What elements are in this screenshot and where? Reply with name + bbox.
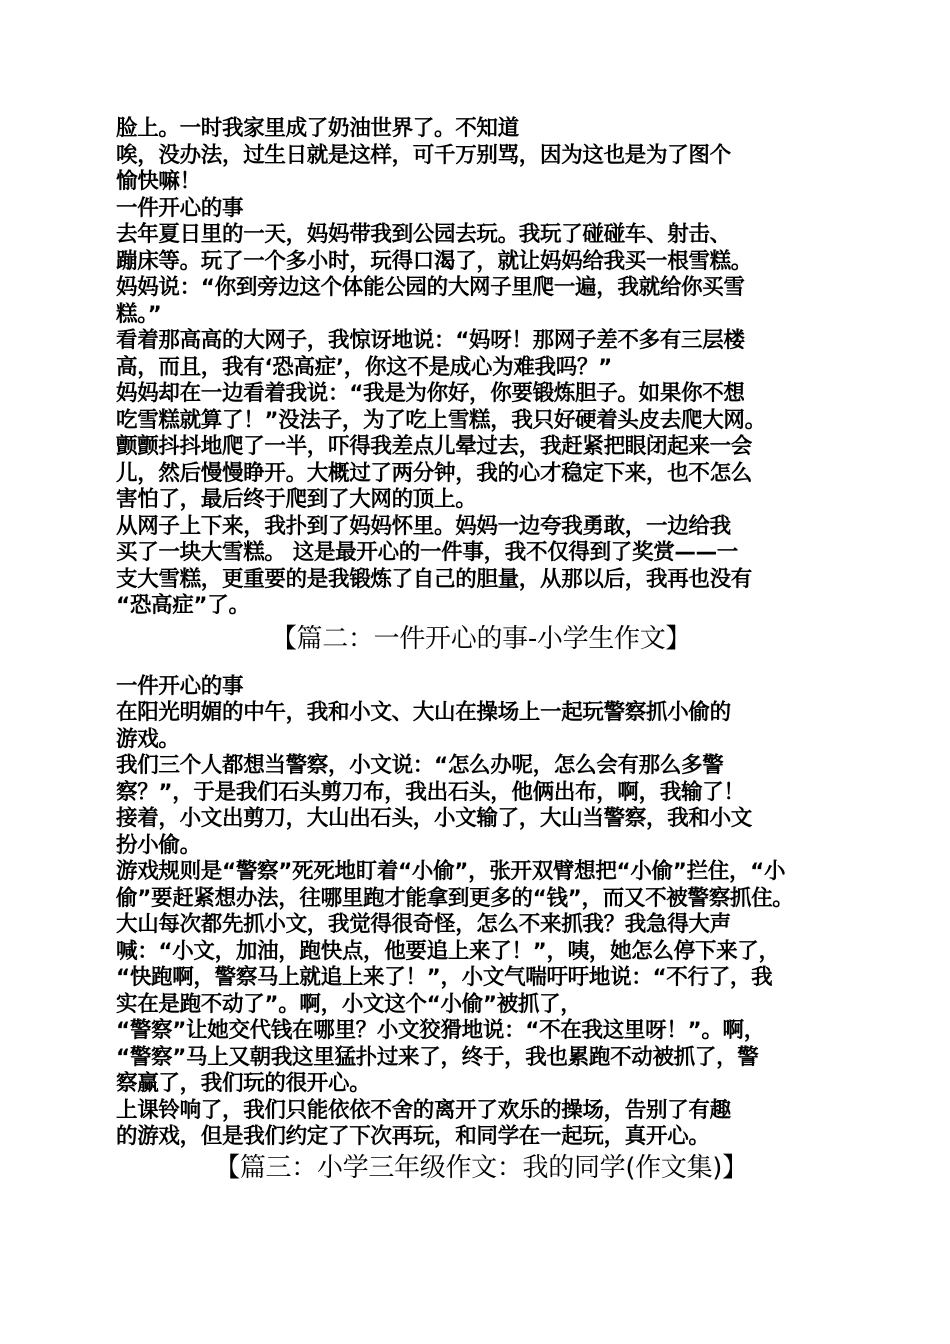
text-line: 的游戏，但是我们约定了下次再玩，和同学在一起玩，真开心。 <box>116 1124 710 1149</box>
text-line: 游戏。 <box>116 726 180 752</box>
document-body <box>116 116 846 1185</box>
text-line: 买了一块大雪糕。 这是最开心的一件事，我不仅得到了奖赏——一 <box>116 540 738 565</box>
text-line: 从网子上下来，我扑到了妈妈怀里。妈妈一边夸我勇敢，一边给我 <box>116 513 731 539</box>
text-line: 大山每次都先抓小文，我觉得很奇怪，怎么不来抓我？我急得大声 <box>116 912 731 937</box>
text-line: “警察”让她交代钱在哪里？小文狡猾地说：“不在我这里呀！”。啊， <box>116 1018 765 1043</box>
text-line: 唉，没办法，过生日就是这样，可千万别骂，因为这也是为了图个 <box>116 142 731 168</box>
text-line: 扮小偷。 <box>116 832 201 858</box>
text-line: 去年夏日里的一天，妈妈带我到公园去玩。我玩了碰碰车、射击、 <box>116 222 731 247</box>
section-1 <box>116 116 846 620</box>
text-line: 偷”要赶紧想办法，往哪里跑才能拿到更多的“钱”，而又不被警察抓住。 <box>116 885 794 911</box>
text-line: “恐高症”了。 <box>116 593 250 618</box>
text-line: 妈妈却在一边看着我说：“我是为你好，你要锻炼胆子。如果你不想 <box>116 381 745 406</box>
text-line: 吃雪糕就算了！”没法子，为了吃上雪糕，我只好硬着头皮去爬大网。 <box>116 407 766 433</box>
text-line: “快跑啊，警察马上就追上来了！”，小文气喘吁吁地说：“不行了，我 <box>116 965 773 990</box>
text-line: 我们三个人都想当警察，小文说：“怎么办呢，怎么会有那么多警 <box>116 753 724 778</box>
text-line: 在阳光明媚的中午，我和小文、大山在操场上一起玩警察抓小偷的 <box>116 700 731 725</box>
text-line: 实在是跑不动了”。啊，小文这个“小偷”被抓了， <box>116 991 582 1017</box>
text-line: “警察”马上又朝我这里猛扑过来了，终于，我也累跑不动被抓了，警 <box>116 1044 759 1070</box>
text-line: 妈妈说：“你到旁边这个体能公园的大网子里爬一遍，我就给你买雪 <box>116 275 745 300</box>
text-line: 上课铃响了，我们只能依依不舍的离开了欢乐的操场，告别了有趣 <box>116 1097 731 1123</box>
text-line: 害怕了，最后终于爬到了大网的顶上。 <box>116 487 477 512</box>
text-line: 游戏规则是“警察”死死地盯着“小偷”，张开双臂想把“小偷”拦住，“小 <box>116 859 786 884</box>
text-line: 察赢了，我们玩的很开心。 <box>116 1071 371 1096</box>
section-2 <box>116 674 846 1151</box>
text-line: 蹦床等。玩了一个多小时，玩得口渴了，就让妈妈给我买一根雪糕。 <box>116 248 753 274</box>
section-heading-2: 【篇二：一件开心的事-小学生作文】 <box>270 623 692 654</box>
section-heading-3: 【篇三：小学三年级作文：我的同学(作文集)】 <box>214 1152 748 1183</box>
text-line: 儿，然后慢慢睁开。大概过了两分钟，我的心才稳定下来，也不怎么 <box>116 460 753 486</box>
subheading: 一件开心的事 <box>116 673 244 699</box>
text-line: 颤颤抖抖地爬了一半，吓得我差点儿晕过去，我赶紧把眼闭起来一会 <box>116 434 753 459</box>
text-line: 愉快嘛！ <box>116 169 201 194</box>
text-line: 接着，小文出剪刀，大山出石头，小文输了，大山当警察，我和小文 <box>116 806 753 831</box>
text-line: 支大雪糕，更重要的是我锻炼了自己的胆量，从那以后，我再也没有 <box>116 566 753 592</box>
subheading: 一件开心的事 <box>116 195 244 221</box>
text-line: 脸上。一时我家里成了奶油世界了。不知道 <box>116 116 519 141</box>
text-line: 喊：“小文，加油，跑快点，他要追上来了！”，咦，她怎么停下来了， <box>116 938 780 964</box>
text-line: 糕。” <box>116 301 162 327</box>
text-line: 高，而且，我有‘恐高症’，你这不是成心为难我吗？” <box>116 354 612 380</box>
text-line: 察？”，于是我们石头剪刀布，我出石头，他俩出布，啊，我输了！ <box>116 779 745 805</box>
text-line: 看着那高高的大网子，我惊讶地说：“妈呀！那网子差不多有三层楼 <box>116 328 745 353</box>
